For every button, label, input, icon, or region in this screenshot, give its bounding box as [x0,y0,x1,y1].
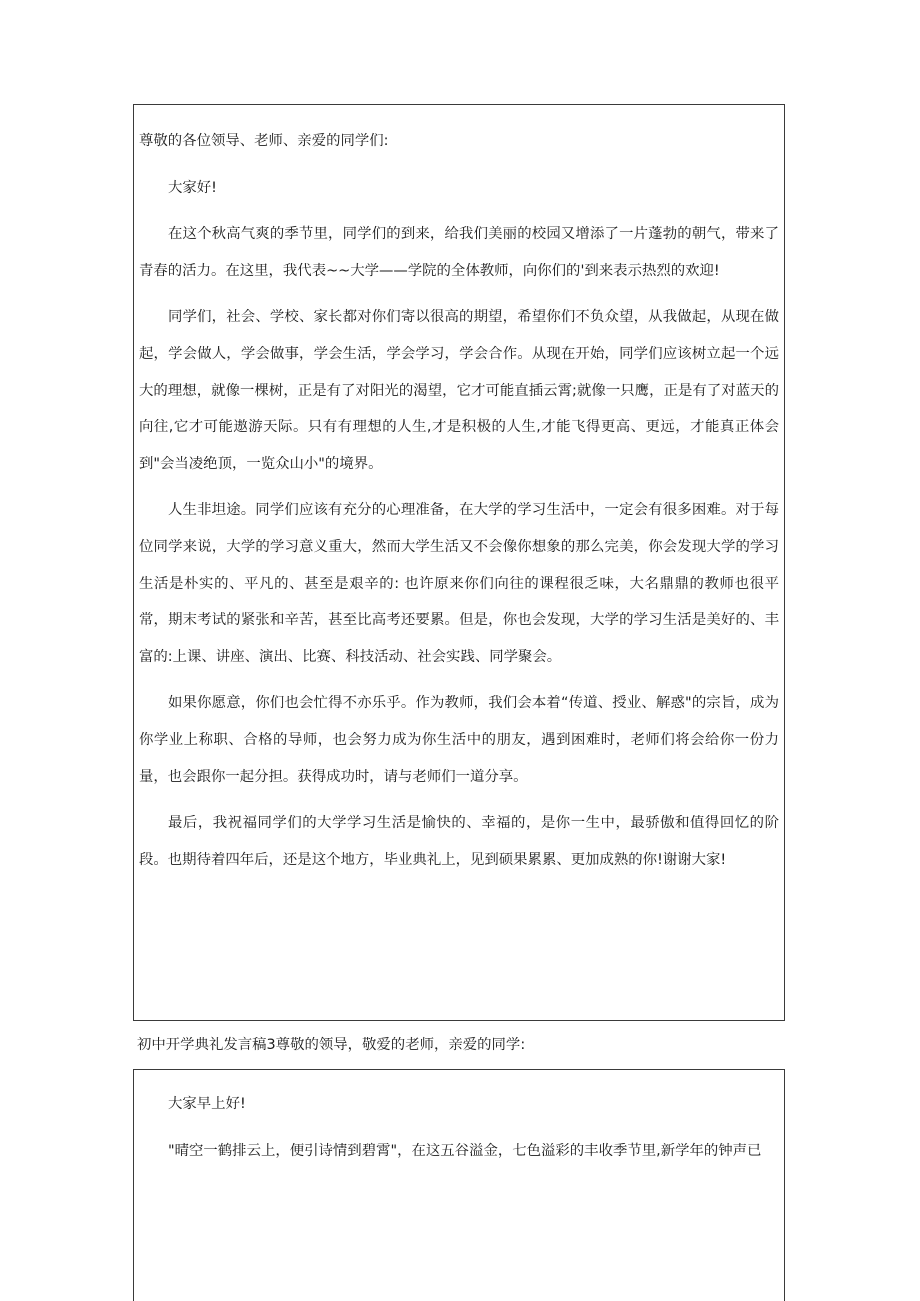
paragraph-2-1: "晴空一鹤排云上，便引诗情到碧霄"，在这五谷溢金，七色溢彩的丰收季节里,新学年的钟声已 [168,1142,762,1159]
paragraph-3: 人生非坦途。同学们应该有充分的心理准备，在大学的学习生活中，一定会有很多困难。对于每位同学来说，大学的学习意义重大，然而大学生活又不会像你想象的那么完美，你会发现大学的学习生活是朴实的、平凡的、甚至是艰辛的: 也许原来你们向往的课程很乏味，大名鼎鼎的教师也很平常，期末考试的紧张和辛苦，甚至比高考还要累。但是，你也会发现，大学的学习生活是美好的、丰富的:上课、讲座、演出、比赛、科技活动、社会实践、同学聚会。 [139,502,779,665]
paragraph-1: 在这个秋高气爽的季节里，同学们的到来，给我们美丽的校园又增添了一片蓬勃的朝气，带来了青春的活力。在这里，我代表~~大学——学院的全体教师，向你们的'到来表示热烈的欢迎! [139,226,779,279]
speech-2-heading: 初中开学典礼发言稿3尊敬的领导，敬爱的老师，亲爱的同学: [137,1037,526,1053]
speech-box-2 [133,1069,785,1301]
greeting-2: 大家早上好! [168,1096,246,1112]
speech-box-1 [133,104,785,1021]
paragraph-2: 同学们，社会、学校、家长都对你们寄以很高的期望，希望你们不负众望，从我做起，从现在做起，学会做人，学会做事，学会生活，学会学习，学会合作。从现在开始，同学们应该树立起一个远大的理想，就像一棵树，正是有了对阳光的渴望，它才可能直插云霄;就像一只鹰，正是有了对蓝天的向往,它才可能遨游天际。只有有理想的人生,才是积极的人生,才能飞得更高、更远，才能真正体会到"会当凌绝顶，一览众山小"的境界。 [139,309,779,472]
paragraph-4: 如果你愿意，你们也会忙得不亦乐乎。作为教师，我们会本着“传道、授业、解惑"的宗旨，成为你学业上称职、合格的导师，也会努力成为你生活中的朋友，遇到困难时，老师们将会给你一份力量，也会跟你一起分担。获得成功时，请与老师们一道分享。 [139,695,779,785]
salutation: 尊敬的各位领导、老师、亲爱的同学们: [139,133,389,149]
greeting: 大家好! [168,179,217,196]
paragraph-5: 最后，我祝福同学们的大学学习生活是愉快的、幸福的，是你一生中，最骄傲和值得回忆的阶段。也期待着四年后，还是这个地方，毕业典礼上，见到硕果累累、更加成熟的你!谢谢大家! [139,815,779,868]
